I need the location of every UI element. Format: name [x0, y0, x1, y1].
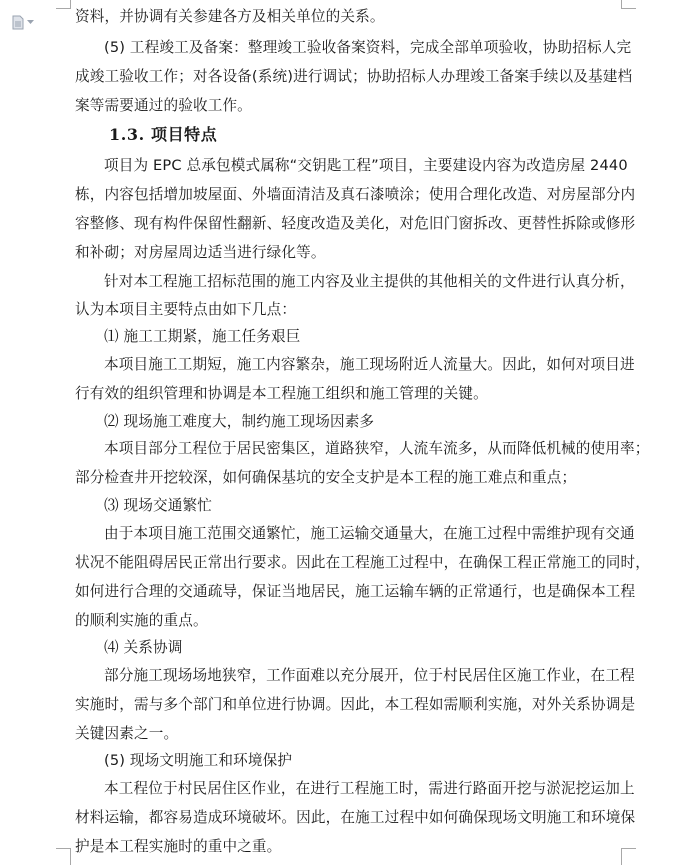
margin-corner-top-right	[621, 0, 636, 9]
text-line: (5) 工程竣工及备案：整理竣工验收备案资料，完成全部单项验收，协助招标人完	[104, 39, 632, 56]
text-line: 的顺利实施的重点。	[75, 612, 208, 629]
text-line: 实施时，需与多个部门和单位进行协调。因此，本工程如需顺利实施，对外关系协调是	[75, 696, 636, 713]
margin-corner-bottom-right	[621, 848, 636, 865]
list-item-heading: ⑶ 现场交通繁忙	[104, 497, 212, 514]
text-line: 关键因素之一。	[75, 725, 179, 742]
document-icon	[12, 15, 24, 30]
margin-corner-top-left	[56, 0, 71, 9]
text-line: 栋，内容包括增加坡屋面、外墙面清洁及真石漆喷涂；使用合理化改造、对房屋部分内	[75, 186, 636, 203]
text-line: 部分施工现场场地狭窄，工作面难以充分展开，位于村民居住区施工作业，在工程	[104, 667, 635, 684]
list-item-heading: ⑴ 施工工期紧，施工任务艰巨	[104, 328, 301, 345]
text-line: 如何进行合理的交通疏导，保证当地居民，施工运输车辆的正常通行，也是确保本工程	[75, 583, 636, 600]
text-line: 本工程位于村民居住区作业，在进行工程施工时，需进行路面开挖与淤泥挖运加上	[104, 780, 635, 797]
text-line: 和补砌；对房屋周边适当进行绿化等。	[75, 244, 326, 261]
list-item-heading: ⑵ 现场施工难度大，制约施工现场因素多	[104, 413, 375, 430]
list-item-heading: (5) 现场文明施工和环境保护	[104, 752, 293, 769]
text-line: 由于本项目施工范围交通繁忙，施工运输交通量大，在施工过程中需维护现有交通	[104, 525, 635, 542]
text-line: 资料，并协调有关参建各方及相关单位的关系。	[75, 8, 385, 25]
text-line: 认为本项目主要特点由如下几点：	[75, 301, 297, 318]
margin-corner-bottom-left	[56, 848, 71, 865]
section-heading: 1.3. 项目特点	[109, 125, 218, 144]
text-line: 护是本工程实施时的重中之重。	[75, 838, 282, 855]
text-line: 针对本工程施工招标范围的施工内容及业主提供的其他相关的文件进行认真分析，	[104, 273, 635, 290]
text-line: 行有效的组织管理和协调是本工程施工组织和施工管理的关键。	[75, 385, 488, 402]
text-line: 案等需要通过的验收工作。	[75, 97, 252, 114]
text-line: 项目为 EPC 总承包模式属称“交钥匙工程”项目，主要建设内容为改造房屋 2440	[104, 157, 628, 174]
text-line: 材料运输，都容易造成环境破坏。因此，在施工过程中如何确保现场文明施工和环境保	[75, 809, 636, 826]
text-line: 部分检查井开挖较深，如何确保基坑的安全支护是本工程的施工难点和重点；	[75, 469, 577, 486]
list-item-heading: ⑷ 关系协调	[104, 639, 183, 656]
text-line: 成竣工验收工作；对各设备(系统)进行调试；协助招标人办理竣工备案手续以及基建档	[75, 68, 633, 85]
text-line: 容整修、现有构件保留性翻新、轻度改造及美化，对危旧门窗拆改、更替性拆除或修形	[75, 215, 636, 232]
text-line: 状况不能阻碍居民正常出行要求。因此在工程施工过程中，在确保工程正常施工的同时，	[75, 554, 651, 571]
chevron-down-icon	[27, 20, 34, 25]
text-line: 本项目施工工期短，施工内容繁杂，施工现场附近人流量大。因此，如何对项目进	[104, 356, 635, 373]
text-line: 本项目部分工程位于居民密集区，道路狭窄，人流车流多，从而降低机械的使用率；	[104, 440, 650, 457]
document-menu[interactable]	[12, 14, 42, 30]
